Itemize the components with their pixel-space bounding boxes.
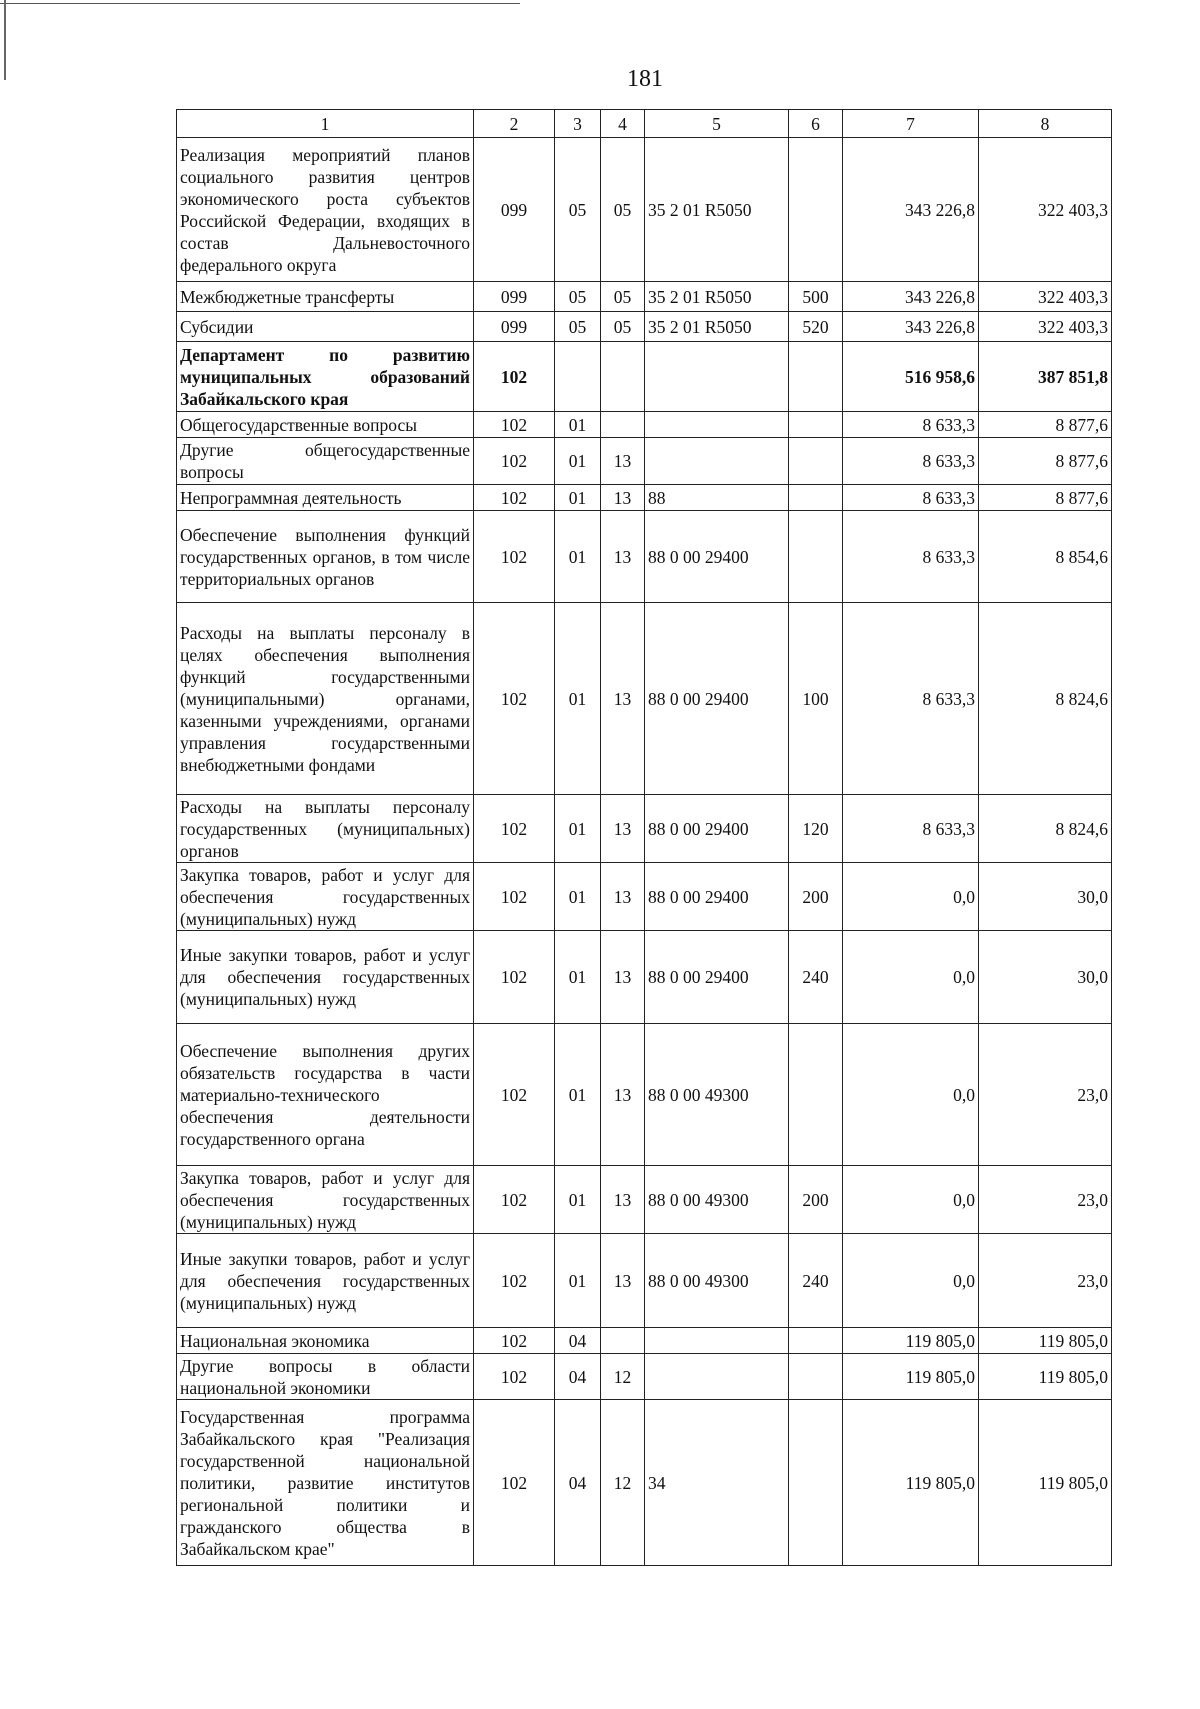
expense-type-cell: 240 bbox=[789, 1234, 843, 1328]
expense-name-cell: Непрограммная деятельность bbox=[177, 485, 474, 511]
table-row bbox=[177, 1400, 1112, 1566]
ministry-code-cell: 102 bbox=[474, 1354, 555, 1400]
target-article-cell: 88 0 00 49300 bbox=[645, 1234, 789, 1328]
expense-type-cell bbox=[789, 1328, 843, 1354]
expense-type-cell bbox=[789, 342, 843, 412]
expense-type-cell bbox=[789, 438, 843, 485]
section-code-cell: 01 bbox=[555, 485, 601, 511]
table-row bbox=[177, 1166, 1112, 1234]
section-code-cell: 01 bbox=[555, 438, 601, 485]
page-number: 181 bbox=[627, 66, 663, 92]
subsection-code-cell: 13 bbox=[601, 1234, 645, 1328]
target-article-cell: 34 bbox=[645, 1400, 789, 1566]
amount-col7-cell: 8 633,3 bbox=[843, 485, 979, 511]
amount-col8-cell: 8 824,6 bbox=[979, 795, 1112, 863]
amount-col7-cell: 8 633,3 bbox=[843, 603, 979, 795]
subsection-code-cell: 13 bbox=[601, 863, 645, 931]
expense-type-cell bbox=[789, 1024, 843, 1166]
subsection-code-cell: 12 bbox=[601, 1354, 645, 1400]
table-row bbox=[177, 438, 1112, 485]
amount-col8-cell: 8 854,6 bbox=[979, 511, 1112, 603]
target-article-cell bbox=[645, 412, 789, 438]
expense-name-cell: Субсидии bbox=[177, 312, 474, 342]
amount-col8-cell: 322 403,3 bbox=[979, 312, 1112, 342]
table-row bbox=[177, 603, 1112, 795]
table-row bbox=[177, 282, 1112, 312]
section-code-cell bbox=[555, 342, 601, 412]
expense-name-cell: Обеспечение выполнения функций государственных органов, в том числе территориальных органов bbox=[177, 511, 474, 603]
amount-col7-cell: 119 805,0 bbox=[843, 1354, 979, 1400]
ministry-code-cell: 102 bbox=[474, 1166, 555, 1234]
amount-col8-cell: 387 851,8 bbox=[979, 342, 1112, 412]
header-row bbox=[177, 110, 1112, 138]
expense-name-cell: Общегосударственные вопросы bbox=[177, 412, 474, 438]
amount-col7-cell: 119 805,0 bbox=[843, 1328, 979, 1354]
amount-col8-cell: 119 805,0 bbox=[979, 1354, 1112, 1400]
expense-type-cell bbox=[789, 412, 843, 438]
expense-name-cell: Закупка товаров, работ и услуг для обеспечения государственных (муниципальных) нужд bbox=[177, 1166, 474, 1234]
table-row bbox=[177, 1354, 1112, 1400]
target-article-cell: 88 0 00 49300 bbox=[645, 1166, 789, 1234]
section-code-cell: 01 bbox=[555, 1166, 601, 1234]
ministry-code-cell: 102 bbox=[474, 931, 555, 1024]
section-code-cell: 04 bbox=[555, 1400, 601, 1566]
header-cell-4: 4 bbox=[601, 110, 645, 138]
subsection-code-cell: 13 bbox=[601, 485, 645, 511]
amount-col8-cell: 322 403,3 bbox=[979, 138, 1112, 282]
amount-col7-cell: 8 633,3 bbox=[843, 438, 979, 485]
target-article-cell: 35 2 01 R5050 bbox=[645, 138, 789, 282]
top-scan-rule bbox=[0, 3, 520, 4]
section-code-cell: 01 bbox=[555, 931, 601, 1024]
subsection-code-cell: 13 bbox=[601, 931, 645, 1024]
target-article-cell: 88 bbox=[645, 485, 789, 511]
subsection-code-cell: 13 bbox=[601, 795, 645, 863]
target-article-cell: 88 0 00 49300 bbox=[645, 1024, 789, 1166]
amount-col8-cell: 23,0 bbox=[979, 1024, 1112, 1166]
table-row bbox=[177, 511, 1112, 603]
ministry-code-cell: 102 bbox=[474, 1328, 555, 1354]
expense-type-cell: 500 bbox=[789, 282, 843, 312]
amount-col8-cell: 322 403,3 bbox=[979, 282, 1112, 312]
ministry-code-cell: 099 bbox=[474, 312, 555, 342]
header-cell-6: 6 bbox=[789, 110, 843, 138]
table-row bbox=[177, 412, 1112, 438]
subsection-code-cell: 13 bbox=[601, 1166, 645, 1234]
amount-col7-cell: 8 633,3 bbox=[843, 795, 979, 863]
table-row bbox=[177, 312, 1112, 342]
expense-type-cell bbox=[789, 138, 843, 282]
expense-name-cell: Закупка товаров, работ и услуг для обеспечения государственных (муниципальных) нужд bbox=[177, 863, 474, 931]
amount-col7-cell: 343 226,8 bbox=[843, 312, 979, 342]
section-code-cell: 01 bbox=[555, 603, 601, 795]
expense-name-cell: Реализация мероприятий планов социального развития центров экономического роста субъектов Российской Федерации, входящих в состав Дальневосточного федерального округа bbox=[177, 138, 474, 282]
table-row bbox=[177, 931, 1112, 1024]
ministry-code-cell: 102 bbox=[474, 485, 555, 511]
expense-type-cell: 520 bbox=[789, 312, 843, 342]
amount-col8-cell: 119 805,0 bbox=[979, 1328, 1112, 1354]
target-article-cell: 35 2 01 R5050 bbox=[645, 282, 789, 312]
header-cell-2: 2 bbox=[474, 110, 555, 138]
subsection-code-cell: 05 bbox=[601, 282, 645, 312]
expense-type-cell bbox=[789, 511, 843, 603]
expense-type-cell: 240 bbox=[789, 931, 843, 1024]
expense-name-cell: Обеспечение выполнения других обязательств государства в части материально-технического обеспечения деятельности государственного органа bbox=[177, 1024, 474, 1166]
subsection-code-cell: 13 bbox=[601, 603, 645, 795]
subsection-code-cell bbox=[601, 412, 645, 438]
amount-col8-cell: 119 805,0 bbox=[979, 1400, 1112, 1566]
subsection-code-cell: 13 bbox=[601, 438, 645, 485]
target-article-cell: 88 0 00 29400 bbox=[645, 603, 789, 795]
subsection-code-cell: 13 bbox=[601, 511, 645, 603]
amount-col7-cell: 119 805,0 bbox=[843, 1400, 979, 1566]
amount-col8-cell: 30,0 bbox=[979, 931, 1112, 1024]
expense-name-cell: Межбюджетные трансферты bbox=[177, 282, 474, 312]
expense-name-cell: Государственная программа Забайкальского края "Реализация государственной национальной политики, развитие институтов региональной политики и гражданского общества в Забайкальском крае" bbox=[177, 1400, 474, 1566]
table-row bbox=[177, 342, 1112, 412]
subsection-code-cell: 05 bbox=[601, 138, 645, 282]
section-code-cell: 01 bbox=[555, 412, 601, 438]
header-cell-1: 1 bbox=[177, 110, 474, 138]
budget-table bbox=[176, 109, 1112, 1566]
amount-col7-cell: 0,0 bbox=[843, 1234, 979, 1328]
amount-col8-cell: 8 824,6 bbox=[979, 603, 1112, 795]
ministry-code-cell: 102 bbox=[474, 1234, 555, 1328]
expense-name-cell: Другие общегосударственные вопросы bbox=[177, 438, 474, 485]
expense-name-cell: Иные закупки товаров, работ и услуг для обеспечения государственных (муниципальных) нужд bbox=[177, 1234, 474, 1328]
ministry-code-cell: 102 bbox=[474, 342, 555, 412]
expense-name-cell: Департамент по развитию муниципальных образований Забайкальского края bbox=[177, 342, 474, 412]
subsection-code-cell bbox=[601, 1328, 645, 1354]
expense-name-cell: Расходы на выплаты персоналу государственных (муниципальных) органов bbox=[177, 795, 474, 863]
amount-col8-cell: 23,0 bbox=[979, 1166, 1112, 1234]
section-code-cell: 01 bbox=[555, 511, 601, 603]
target-article-cell: 88 0 00 29400 bbox=[645, 931, 789, 1024]
amount-col8-cell: 23,0 bbox=[979, 1234, 1112, 1328]
table-row bbox=[177, 795, 1112, 863]
header-cell-8: 8 bbox=[979, 110, 1112, 138]
expense-type-cell bbox=[789, 485, 843, 511]
ministry-code-cell: 102 bbox=[474, 1400, 555, 1566]
subsection-code-cell: 12 bbox=[601, 1400, 645, 1566]
expense-type-cell bbox=[789, 1354, 843, 1400]
target-article-cell bbox=[645, 1328, 789, 1354]
section-code-cell: 05 bbox=[555, 138, 601, 282]
header-cell-3: 3 bbox=[555, 110, 601, 138]
target-article-cell: 88 0 00 29400 bbox=[645, 863, 789, 931]
table-row bbox=[177, 1328, 1112, 1354]
table-row bbox=[177, 1024, 1112, 1166]
target-article-cell bbox=[645, 1354, 789, 1400]
section-code-cell: 05 bbox=[555, 282, 601, 312]
amount-col7-cell: 0,0 bbox=[843, 931, 979, 1024]
target-article-cell bbox=[645, 438, 789, 485]
subsection-code-cell: 05 bbox=[601, 312, 645, 342]
section-code-cell: 04 bbox=[555, 1354, 601, 1400]
expense-type-cell bbox=[789, 1400, 843, 1566]
amount-col7-cell: 0,0 bbox=[843, 1166, 979, 1234]
expense-type-cell: 120 bbox=[789, 795, 843, 863]
ministry-code-cell: 102 bbox=[474, 438, 555, 485]
section-code-cell: 01 bbox=[555, 863, 601, 931]
amount-col7-cell: 0,0 bbox=[843, 1024, 979, 1166]
amount-col8-cell: 8 877,6 bbox=[979, 438, 1112, 485]
table-row bbox=[177, 863, 1112, 931]
amount-col8-cell: 30,0 bbox=[979, 863, 1112, 931]
amount-col8-cell: 8 877,6 bbox=[979, 485, 1112, 511]
expense-type-cell: 200 bbox=[789, 1166, 843, 1234]
amount-col8-cell: 8 877,6 bbox=[979, 412, 1112, 438]
header-cell-7: 7 bbox=[843, 110, 979, 138]
ministry-code-cell: 102 bbox=[474, 1024, 555, 1166]
amount-col7-cell: 8 633,3 bbox=[843, 511, 979, 603]
amount-col7-cell: 516 958,6 bbox=[843, 342, 979, 412]
amount-col7-cell: 0,0 bbox=[843, 863, 979, 931]
expense-type-cell: 200 bbox=[789, 863, 843, 931]
ministry-code-cell: 102 bbox=[474, 412, 555, 438]
target-article-cell bbox=[645, 342, 789, 412]
ministry-code-cell: 102 bbox=[474, 603, 555, 795]
amount-col7-cell: 8 633,3 bbox=[843, 412, 979, 438]
ministry-code-cell: 102 bbox=[474, 795, 555, 863]
amount-col7-cell: 343 226,8 bbox=[843, 282, 979, 312]
subsection-code-cell bbox=[601, 342, 645, 412]
target-article-cell: 88 0 00 29400 bbox=[645, 795, 789, 863]
section-code-cell: 01 bbox=[555, 795, 601, 863]
expense-name-cell: Расходы на выплаты персоналу в целях обеспечения выполнения функций государственными (муниципальными) органами, казенными учреждениями, органами управления государственными внебюджетными фондами bbox=[177, 603, 474, 795]
expense-type-cell: 100 bbox=[789, 603, 843, 795]
ministry-code-cell: 099 bbox=[474, 282, 555, 312]
table-row bbox=[177, 1234, 1112, 1328]
amount-col7-cell: 343 226,8 bbox=[843, 138, 979, 282]
section-code-cell: 01 bbox=[555, 1234, 601, 1328]
subsection-code-cell: 13 bbox=[601, 1024, 645, 1166]
table-header bbox=[177, 110, 1112, 138]
table-body bbox=[177, 138, 1112, 1566]
expense-name-cell: Национальная экономика bbox=[177, 1328, 474, 1354]
header-cell-5: 5 bbox=[645, 110, 789, 138]
section-code-cell: 01 bbox=[555, 1024, 601, 1166]
ministry-code-cell: 102 bbox=[474, 863, 555, 931]
ministry-code-cell: 099 bbox=[474, 138, 555, 282]
section-code-cell: 04 bbox=[555, 1328, 601, 1354]
target-article-cell: 88 0 00 29400 bbox=[645, 511, 789, 603]
table-row bbox=[177, 485, 1112, 511]
section-code-cell: 05 bbox=[555, 312, 601, 342]
expense-name-cell: Иные закупки товаров, работ и услуг для обеспечения государственных (муниципальных) нужд bbox=[177, 931, 474, 1024]
ministry-code-cell: 102 bbox=[474, 511, 555, 603]
target-article-cell: 35 2 01 R5050 bbox=[645, 312, 789, 342]
table-row bbox=[177, 138, 1112, 282]
expense-name-cell: Другие вопросы в области национальной экономики bbox=[177, 1354, 474, 1400]
